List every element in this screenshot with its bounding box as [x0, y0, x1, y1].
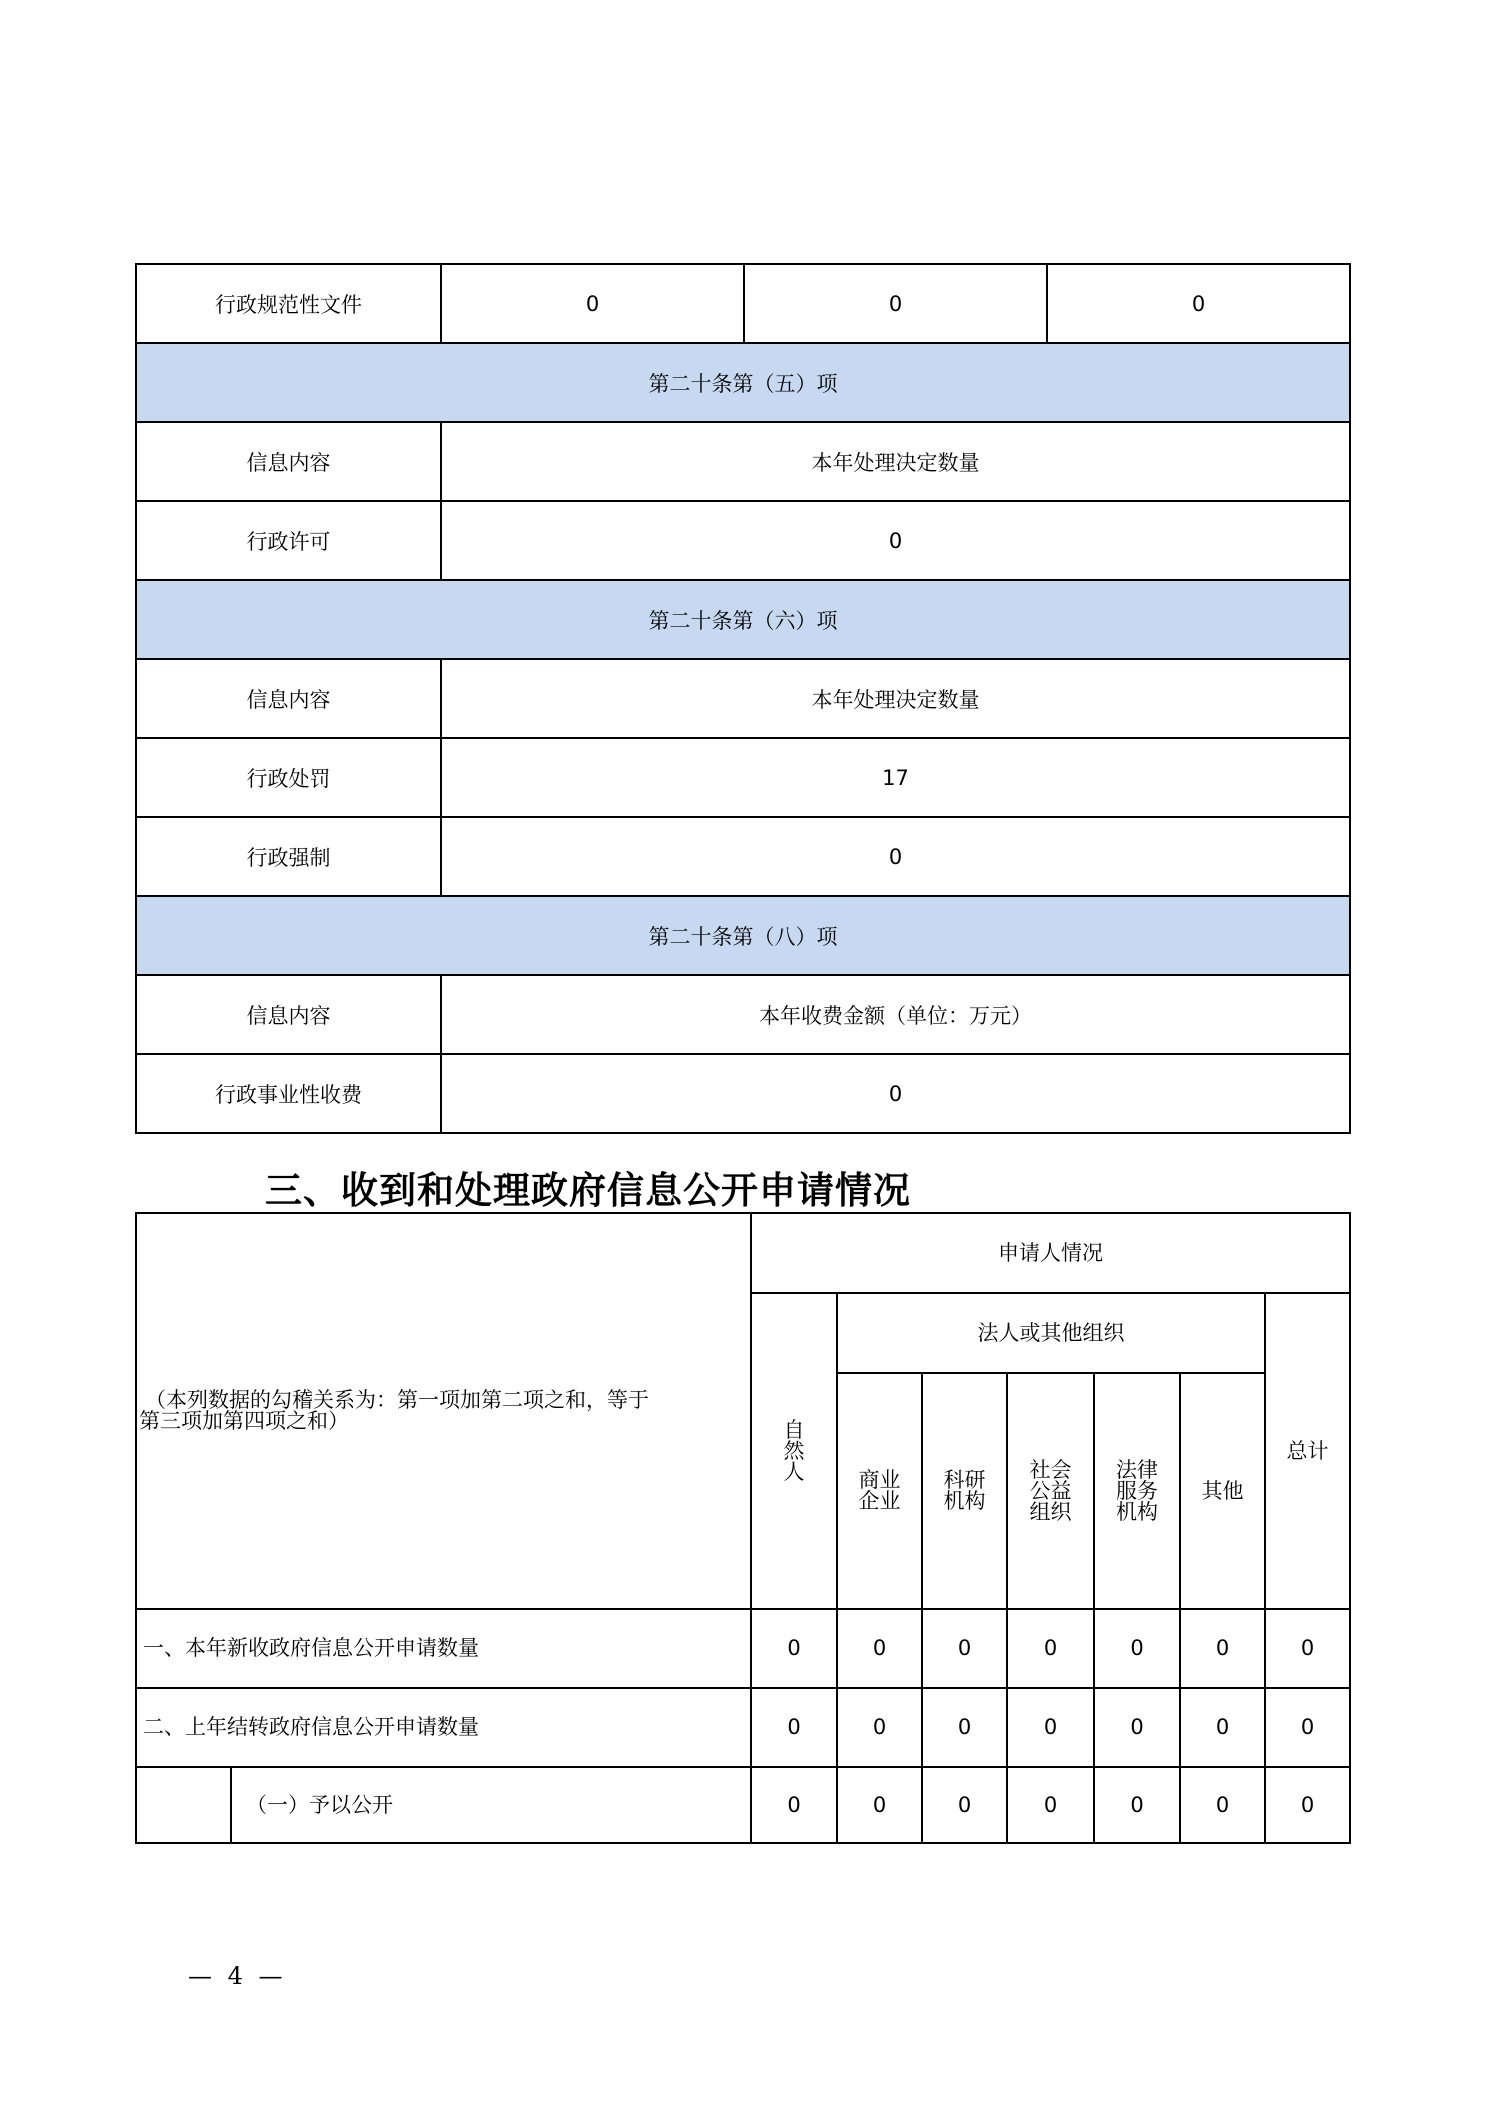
table-row [136, 422, 1350, 501]
header-line: 公益 [1029, 1478, 1072, 1503]
header-legal-service [1094, 1373, 1180, 1609]
page-number: — 4 — [188, 1962, 287, 1990]
row-label: 行政处罚 [136, 738, 441, 817]
header-row [136, 1213, 1350, 1293]
header-social-welfare [1007, 1373, 1094, 1609]
header-line: 服务 [1116, 1478, 1158, 1503]
cell-value: 0 [751, 1609, 837, 1688]
col-value: 本年处理决定数量 [441, 659, 1350, 738]
table-row [136, 659, 1350, 738]
cell-value: 0 [1094, 1609, 1180, 1688]
table-row [136, 817, 1350, 896]
table-row [136, 501, 1350, 580]
row-label: 行政强制 [136, 817, 441, 896]
cell-value: 0 [441, 817, 1350, 896]
note-cell [136, 1213, 751, 1609]
section-header: 第二十条第（五）项 [136, 343, 1350, 422]
header-business [837, 1373, 922, 1609]
cell-value: 0 [1047, 264, 1350, 343]
section-header-row [136, 896, 1350, 975]
section-header: 第二十条第（六）项 [136, 580, 1350, 659]
table-row [136, 1767, 1350, 1843]
table-row [136, 1609, 1350, 1688]
cell-value: 17 [441, 738, 1350, 817]
header-line: 社会 [1029, 1457, 1072, 1482]
header-other: 其他 [1180, 1373, 1265, 1609]
row-label: 行政规范性文件 [136, 264, 441, 343]
cell-value: 0 [922, 1767, 1007, 1843]
cell-value: 0 [1007, 1609, 1094, 1688]
col-label: 信息内容 [136, 422, 441, 501]
row-label: 行政许可 [136, 501, 441, 580]
cell-value: 0 [441, 264, 744, 343]
col-value: 本年收费金额（单位：万元） [441, 975, 1350, 1054]
cell-value: 0 [1265, 1767, 1350, 1843]
table-row [136, 1688, 1350, 1767]
cell-value: 0 [441, 501, 1350, 580]
header-line: 机构 [943, 1489, 986, 1513]
cell-value: 0 [922, 1688, 1007, 1767]
section-header-row [136, 343, 1350, 422]
header-natural-person [751, 1293, 837, 1609]
header-line: 科研 [943, 1468, 986, 1492]
row-label: 行政事业性收费 [136, 1054, 441, 1133]
table-row [136, 975, 1350, 1054]
cell-value: 0 [441, 1054, 1350, 1133]
header-natural-char: 自 [783, 1417, 805, 1442]
cell-value: 0 [837, 1767, 922, 1843]
col-label: 信息内容 [136, 659, 441, 738]
cell-value: 0 [922, 1609, 1007, 1688]
note-line-1: （本列数据的勾稽关系为：第一项加第二项之和，等于 [145, 1388, 649, 1412]
col-value: 本年处理决定数量 [441, 422, 1350, 501]
section-header: 第二十条第（八）项 [136, 896, 1350, 975]
cell-value: 0 [1180, 1688, 1265, 1767]
header-line: 商业 [858, 1468, 901, 1492]
table-row [136, 1054, 1350, 1133]
cell-value: 0 [1094, 1767, 1180, 1843]
header-org: 法人或其他组织 [837, 1293, 1265, 1373]
cell-value: 0 [751, 1767, 837, 1843]
cell-value: 0 [751, 1688, 837, 1767]
applications-table [135, 1212, 1351, 1844]
cell-value: 0 [744, 264, 1047, 343]
indent-cell [136, 1767, 231, 1843]
table-row [136, 264, 1350, 343]
section-header-row [136, 580, 1350, 659]
cell-value: 0 [837, 1688, 922, 1767]
header-applicant: 申请人情况 [751, 1213, 1350, 1293]
section-title: 三、收到和处理政府信息公开申请情况 [265, 1169, 911, 1212]
cell-value: 0 [1007, 1688, 1094, 1767]
disclosure-table [135, 263, 1351, 1134]
row-label: 一、本年新收政府信息公开申请数量 [136, 1609, 751, 1688]
cell-value: 0 [1007, 1767, 1094, 1843]
header-natural-char: 人 [783, 1459, 805, 1484]
header-total: 总计 [1265, 1293, 1350, 1609]
header-line: 组织 [1029, 1499, 1072, 1524]
header-natural-char: 然 [783, 1438, 805, 1463]
row-label: 二、上年结转政府信息公开申请数量 [136, 1688, 751, 1767]
col-label: 信息内容 [136, 975, 441, 1054]
cell-value: 0 [1180, 1609, 1265, 1688]
cell-value: 0 [1180, 1767, 1265, 1843]
cell-value: 0 [1265, 1609, 1350, 1688]
header-research [922, 1373, 1007, 1609]
cell-value: 0 [1094, 1688, 1180, 1767]
header-line: 机构 [1116, 1499, 1158, 1524]
header-line: 企业 [858, 1489, 901, 1513]
header-line: 法律 [1116, 1457, 1158, 1482]
table-row [136, 738, 1350, 817]
cell-value: 0 [837, 1609, 922, 1688]
cell-value: 0 [1265, 1688, 1350, 1767]
note-line-2: 第三项加第四项之和） [139, 1409, 349, 1433]
row-label: （一）予以公开 [231, 1767, 751, 1843]
